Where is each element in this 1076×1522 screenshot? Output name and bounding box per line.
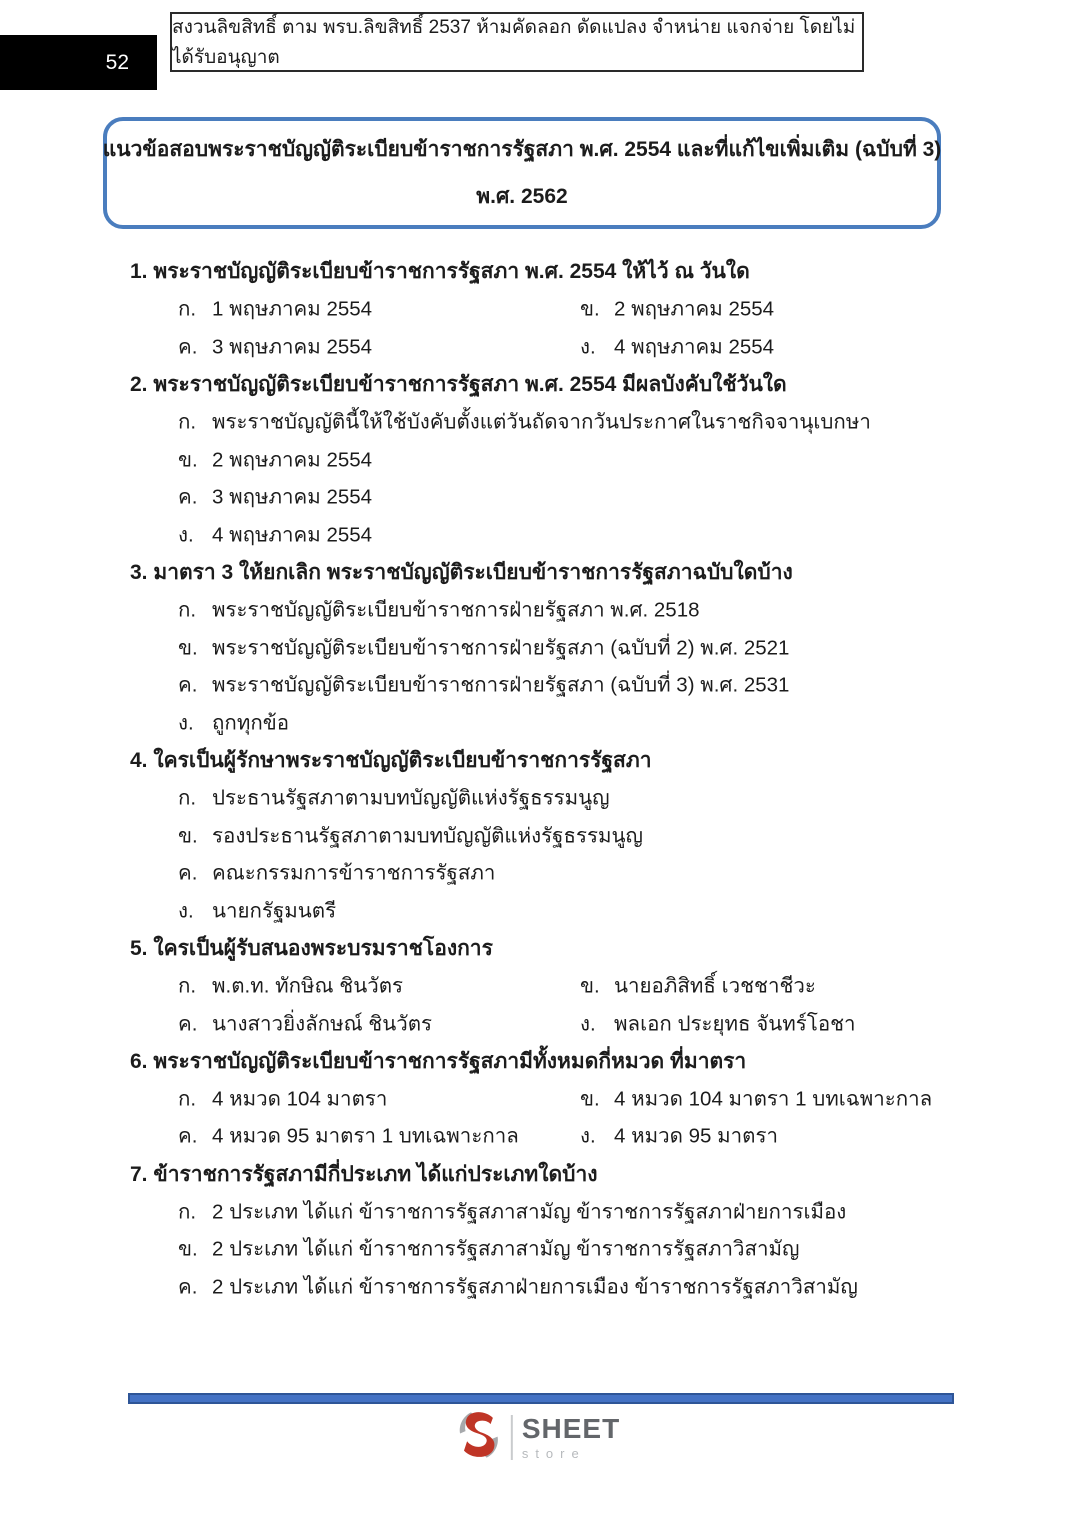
question-heading: 1. พระราชบัญญัติระเบียบข้าราชการรัฐสภา พ.ศ. 2554 ให้ไว้ ณ วันใด [130,260,750,284]
question-heading: 3. มาตรา 3 ให้ยกเลิก พระราชบัญญัติระเบียบข้าราชการรัฐสภาฉบับใดบ้าง [130,561,793,585]
option-label: ง. [178,523,194,547]
sheet-store-s-icon [456,1410,502,1465]
option-text: นายอภิสิทธิ์ เวชชาชีวะ [614,974,816,998]
question [130,554,970,742]
logo-divider [511,1415,513,1460]
question [130,930,970,1043]
option-label: ข. [580,1087,600,1111]
option [178,594,700,627]
option-text: 2 ประเภท ได้แก่ ข้าราชการรัฐสภาสามัญ ข้าราชการรัฐสภาฝ่ายการเมือง [212,1200,847,1224]
option [580,1120,778,1153]
option [580,1007,856,1040]
question [130,1155,970,1305]
option-label: ก. [178,297,197,321]
option-label: ก. [178,410,197,434]
option [178,894,336,927]
option [178,669,789,702]
option-row [130,328,970,366]
option-label: ก. [178,1087,197,1111]
option-label: ข. [580,974,600,998]
option-label: ก. [178,974,197,998]
option-label: ข. [580,297,600,321]
option-label: ค. [178,861,198,885]
question [130,742,970,930]
option-row [130,1118,970,1156]
option-text: ประธานรัฐสภาตามบทบัญญัติแห่งรัฐธรรมนูญ [212,786,610,810]
option [580,330,774,363]
option [178,970,403,1003]
option-row [130,403,970,441]
option-text: 4 พฤษภาคม 2554 [614,335,775,359]
option [178,857,495,890]
option-text: ถูกทุกข้อ [212,711,290,735]
logo-text-block [522,1415,620,1460]
question [130,366,970,554]
option-label: ค. [178,335,198,359]
option-text: 2 พฤษภาคม 2554 [212,448,373,472]
option-text: พระราชบัญญัติระเบียบข้าราชการฝ่ายรัฐสภา (ฉบับที่ 3) พ.ศ. 2531 [212,673,790,697]
option-text: 2 ประเภท ได้แก่ ข้าราชการรัฐสภาฝ่ายการเมือง ข้าราชการรัฐสภาวิสามัญ [212,1275,858,1299]
option-text: รองประธานรัฐสภาตามบทบัญญัติแห่งรัฐธรรมนูญ [212,824,643,848]
option-label: ข. [178,636,198,660]
option-row [130,516,970,554]
option-row [130,667,970,705]
option-row [130,591,970,629]
option-label: ก. [178,1200,197,1224]
option-row [130,1080,970,1118]
option [178,443,372,476]
option-row [130,817,970,855]
option [178,1007,432,1040]
option-row [130,967,970,1005]
option-text: พระราชบัญญัติระเบียบข้าราชการฝ่ายรัฐสภา พ.ศ. 2518 [212,598,700,622]
option-text: คณะกรรมการข้าราชการรัฐสภา [212,861,496,885]
option-row [130,1193,970,1231]
option-label: ข. [178,824,198,848]
option-label: ค. [178,485,198,509]
option-text: 4 หมวด 95 มาตรา [614,1124,778,1148]
option-row [130,1268,970,1306]
option [178,293,372,326]
option-label: ค. [178,1124,198,1148]
option-text: นางสาวยิ่งลักษณ์ ชินวัตร [212,1012,433,1036]
option-text: พ.ต.ท. ทักษิณ ชินวัตร [212,974,404,998]
option [580,970,816,1003]
option-text: 3 พฤษภาคม 2554 [212,485,373,509]
option-text: 4 หมวด 104 มาตรา [212,1087,388,1111]
option [178,631,789,664]
option-row [130,779,970,817]
option-label: ก. [178,598,197,622]
option-text: 4 หมวด 104 มาตรา 1 บทเฉพาะกาล [614,1087,933,1111]
option-label: ก. [178,786,197,810]
option-row [130,1005,970,1043]
option-row [130,1230,970,1268]
option-label: ค. [178,1012,198,1036]
option [580,293,774,326]
copyright-notice-box [170,12,864,72]
option [178,1195,846,1228]
option-label: ง. [178,899,194,923]
exam-title-box [103,117,941,229]
option [178,406,871,439]
option-row [130,855,970,893]
option-text: 3 พฤษภาคม 2554 [212,335,373,359]
option [178,819,643,852]
option-row [130,704,970,742]
option-row [130,441,970,479]
option-label: ข. [178,1237,198,1261]
question-heading: 5. ใครเป็นผู้รับสนองพระบรมราชโองการ [130,936,493,960]
option [178,1270,858,1303]
option-row [130,479,970,517]
exam-title-line1: แนวข้อสอบพระราชบัญญัติระเบียบข้าราชการรัฐสภา พ.ศ. 2554 และที่แก้ไขเพิ่มเติม (ฉบับที่ 3) [102,138,942,161]
option [178,706,289,739]
page-number: 52 [105,50,129,74]
option [178,1082,387,1115]
option-row [130,629,970,667]
option-text: พระราชบัญญัตินี้ให้ใช้บังคับตั้งแต่วันถัดจากวันประกาศในราชกิจจานุเบกษา [212,410,871,434]
option [178,1120,519,1153]
copyright-notice-text: สงวนลิขสิทธิ์ ตาม พรบ.ลิขสิทธิ์ 2537 ห้ามคัดลอก ดัดแปลง จำหน่าย แจกจ่าย โดยไม่ได้รับอนุญาต [172,17,856,68]
option [178,1233,800,1266]
option-text: 4 หมวด 95 มาตรา 1 บทเฉพาะกาล [212,1124,519,1148]
exam-title-line2: พ.ศ. 2562 [476,185,568,208]
option [178,518,372,551]
option-text: 2 ประเภท ได้แก่ ข้าราชการรัฐสภาสามัญ ข้าราชการรัฐสภาวิสามัญ [212,1237,800,1261]
logo-name: SHEET [521,1413,621,1444]
option [178,782,610,815]
option-label: ข. [178,448,198,472]
option-label: ง. [580,1012,596,1036]
question-heading: 7. ข้าราชการรัฐสภามีกี่ประเภท ได้แก่ประเภทใดบ้าง [130,1162,598,1186]
option-row [130,892,970,930]
option-text: 4 พฤษภาคม 2554 [212,523,373,547]
logo-subtitle: store [521,1446,586,1461]
option-text: พระราชบัญญัติระเบียบข้าราชการฝ่ายรัฐสภา (ฉบับที่ 2) พ.ศ. 2521 [212,636,790,660]
sheet-store-logo [456,1410,620,1465]
page-number-box [0,35,157,90]
questions [130,253,970,1306]
option-text: 1 พฤษภาคม 2554 [212,297,373,321]
option-text: 2 พฤษภาคม 2554 [614,297,775,321]
footer-divider-bar [128,1393,954,1404]
option-label: ค. [178,1275,198,1299]
option [178,481,372,514]
question-heading: 6. พระราชบัญญัติระเบียบข้าราชการรัฐสภามีทั้งหมดกี่หมวด ที่มาตรา [130,1049,747,1073]
option [580,1082,932,1115]
question [130,253,970,366]
question [130,1042,970,1155]
option [178,330,372,363]
option-text: พลเอก ประยุทธ จันทร์โอชา [614,1012,856,1036]
question-heading: 2. พระราชบัญญัติระเบียบข้าราชการรัฐสภา พ.ศ. 2554 มีผลบังคับใช้วันใด [130,373,787,397]
option-text: นายกรัฐมนตรี [212,899,337,923]
option-label: ง. [580,335,596,359]
option-label: ง. [580,1124,596,1148]
question-heading: 4. ใครเป็นผู้รักษาพระราชบัญญัติระเบียบข้าราชการรัฐสภา [130,749,652,773]
option-row [130,291,970,329]
option-label: ค. [178,673,198,697]
option-label: ง. [178,711,194,735]
